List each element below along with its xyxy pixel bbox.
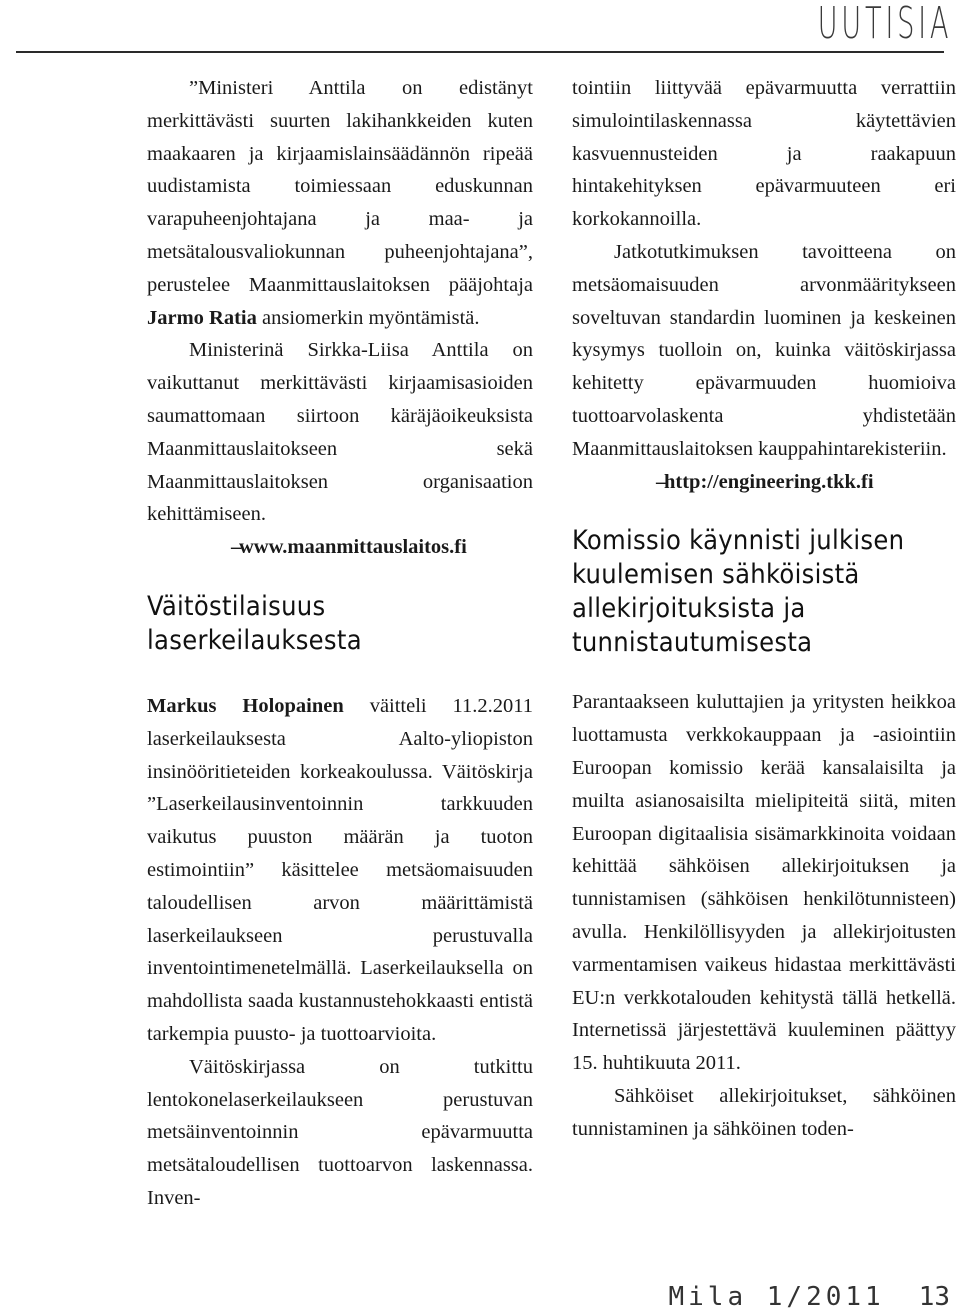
- paragraph: Sähköiset allekirjoitukset, sähköinen tunnistaminen ja sähköinen toden-: [572, 1084, 956, 1140]
- article-heading: Komissio käynnisti julkisen kuulemisen sähköisistä allekirjoituksista ja tunnistautumisesta: [572, 525, 905, 659]
- paragraph: [147, 690, 533, 1051]
- paragraph: [147, 72, 533, 334]
- paragraph: Jatkotutkimuksen tavoitteena on metsäomaisuuden arvonmääritykseen soveltuvan standardin luominen ja keskeinen kysymys tuolloin on, kuinka väitöskirjassa kehitetty epävarmuuden huomioiva tuottoarvolaskenta yhdistetään Maanmittauslaitoksen kauppahintarekisteriin.: [572, 240, 956, 460]
- dash: –: [656, 470, 667, 493]
- page-number: 13: [918, 1282, 950, 1312]
- link-line: [572, 466, 956, 499]
- left-column: [147, 72, 533, 1215]
- paragraph: Ministerinä Sirkka-Liisa Anttila on vaikuttanut merkittävästi kirjaamisasioiden saumattomaan siirtoon käräjäoikeuksista Maanmittauslaitokseen sekä Maanmittauslaitoksen organisaation kehittämiseen.: [147, 339, 533, 526]
- paragraph-text: ”Ministeri Anttila on edistänyt merkittävästi suurten lakihankkeiden kuten maakaaren ja kirjaamislainsäädännön ripeää uudistamista toimiessaan eduskunnan varapuheenjohtajana ja maa- ja metsätalousvaliokunnan puheenjohtajana”, perustelee Maanmittauslaitoksen pääjohtaja: [147, 77, 533, 296]
- dash: –: [231, 536, 242, 559]
- page-footer: [669, 1282, 951, 1312]
- header-rule: [16, 51, 944, 53]
- paragraph-text: väitteli 11.2.2011 laserkeilauksesta Aalto-yliopiston insinööritieteiden korkeakoulussa. Väitöskirja ”Laserkeilausinventoinnin tarkkuuden vaikutus puuston määrän ja tuoton estimointiin” käsittelee metsäomaisuuden taloudellisen arvon määrittämistä laserkeilaukseen perustuvalla inventointimenetelmällä. Laserkeilauksella on mahdollista saada kustannustehokkaasti entistä tarkempia puusto- ja tuottoarvioita.: [147, 694, 533, 1045]
- article-heading: Väitöstilaisuus laserkeilauksesta: [147, 590, 362, 656]
- paragraph-text: ansiomerkin myöntämistä.: [262, 306, 480, 329]
- magazine-issue: Mila 1/2011: [668, 1282, 885, 1312]
- person-name: Markus Holopainen: [147, 694, 344, 717]
- section-label: UUTISIA: [817, 0, 952, 49]
- source-link[interactable]: http://engineering.tkk.fi: [664, 470, 874, 493]
- link-line: [147, 531, 533, 564]
- person-name: Jarmo Ratia: [147, 306, 257, 329]
- right-column: [572, 72, 956, 1146]
- paragraph: Parantaakseen kuluttajien ja yritysten heikkoa luottamusta verkkokauppaan ja -asiointiin Euroopan komissio kerää kansalaisilta ja muilta asianosaisilta mielipiteitä siitä, miten Euroopan digitaalisia sisämarkkinoita voidaan kehittää sähköisen allekirjoituksen ja tunnistamisen (sähköisen henkilötunnisteen) avulla. Henkilöllisyyden ja allekirjoitusten varmentamisen vaikeus hidastaa merkittävästi EU:n verkkotalouden kehitystä tällä hetkellä. Internetissä järjestettävä kuuleminen päättyy 15. huhtikuuta 2011.: [572, 691, 956, 1075]
- source-link[interactable]: www.maanmittauslaitos.fi: [239, 536, 467, 559]
- paragraph: tointiin liittyvää epävarmuutta verrattiin simulointilaskennassa käytettävien kasvuennusteiden ja raakapuun hintakehityksen epävarmuuteen eri korkokannoilla.: [572, 77, 956, 231]
- paragraph: Väitöskirjassa on tutkittu lentokonelaserkeilaukseen perustuvan metsäinventoinnin epävarmuutta metsätaloudellisen tuottoarvon laskennassa. Inven-: [147, 1055, 533, 1209]
